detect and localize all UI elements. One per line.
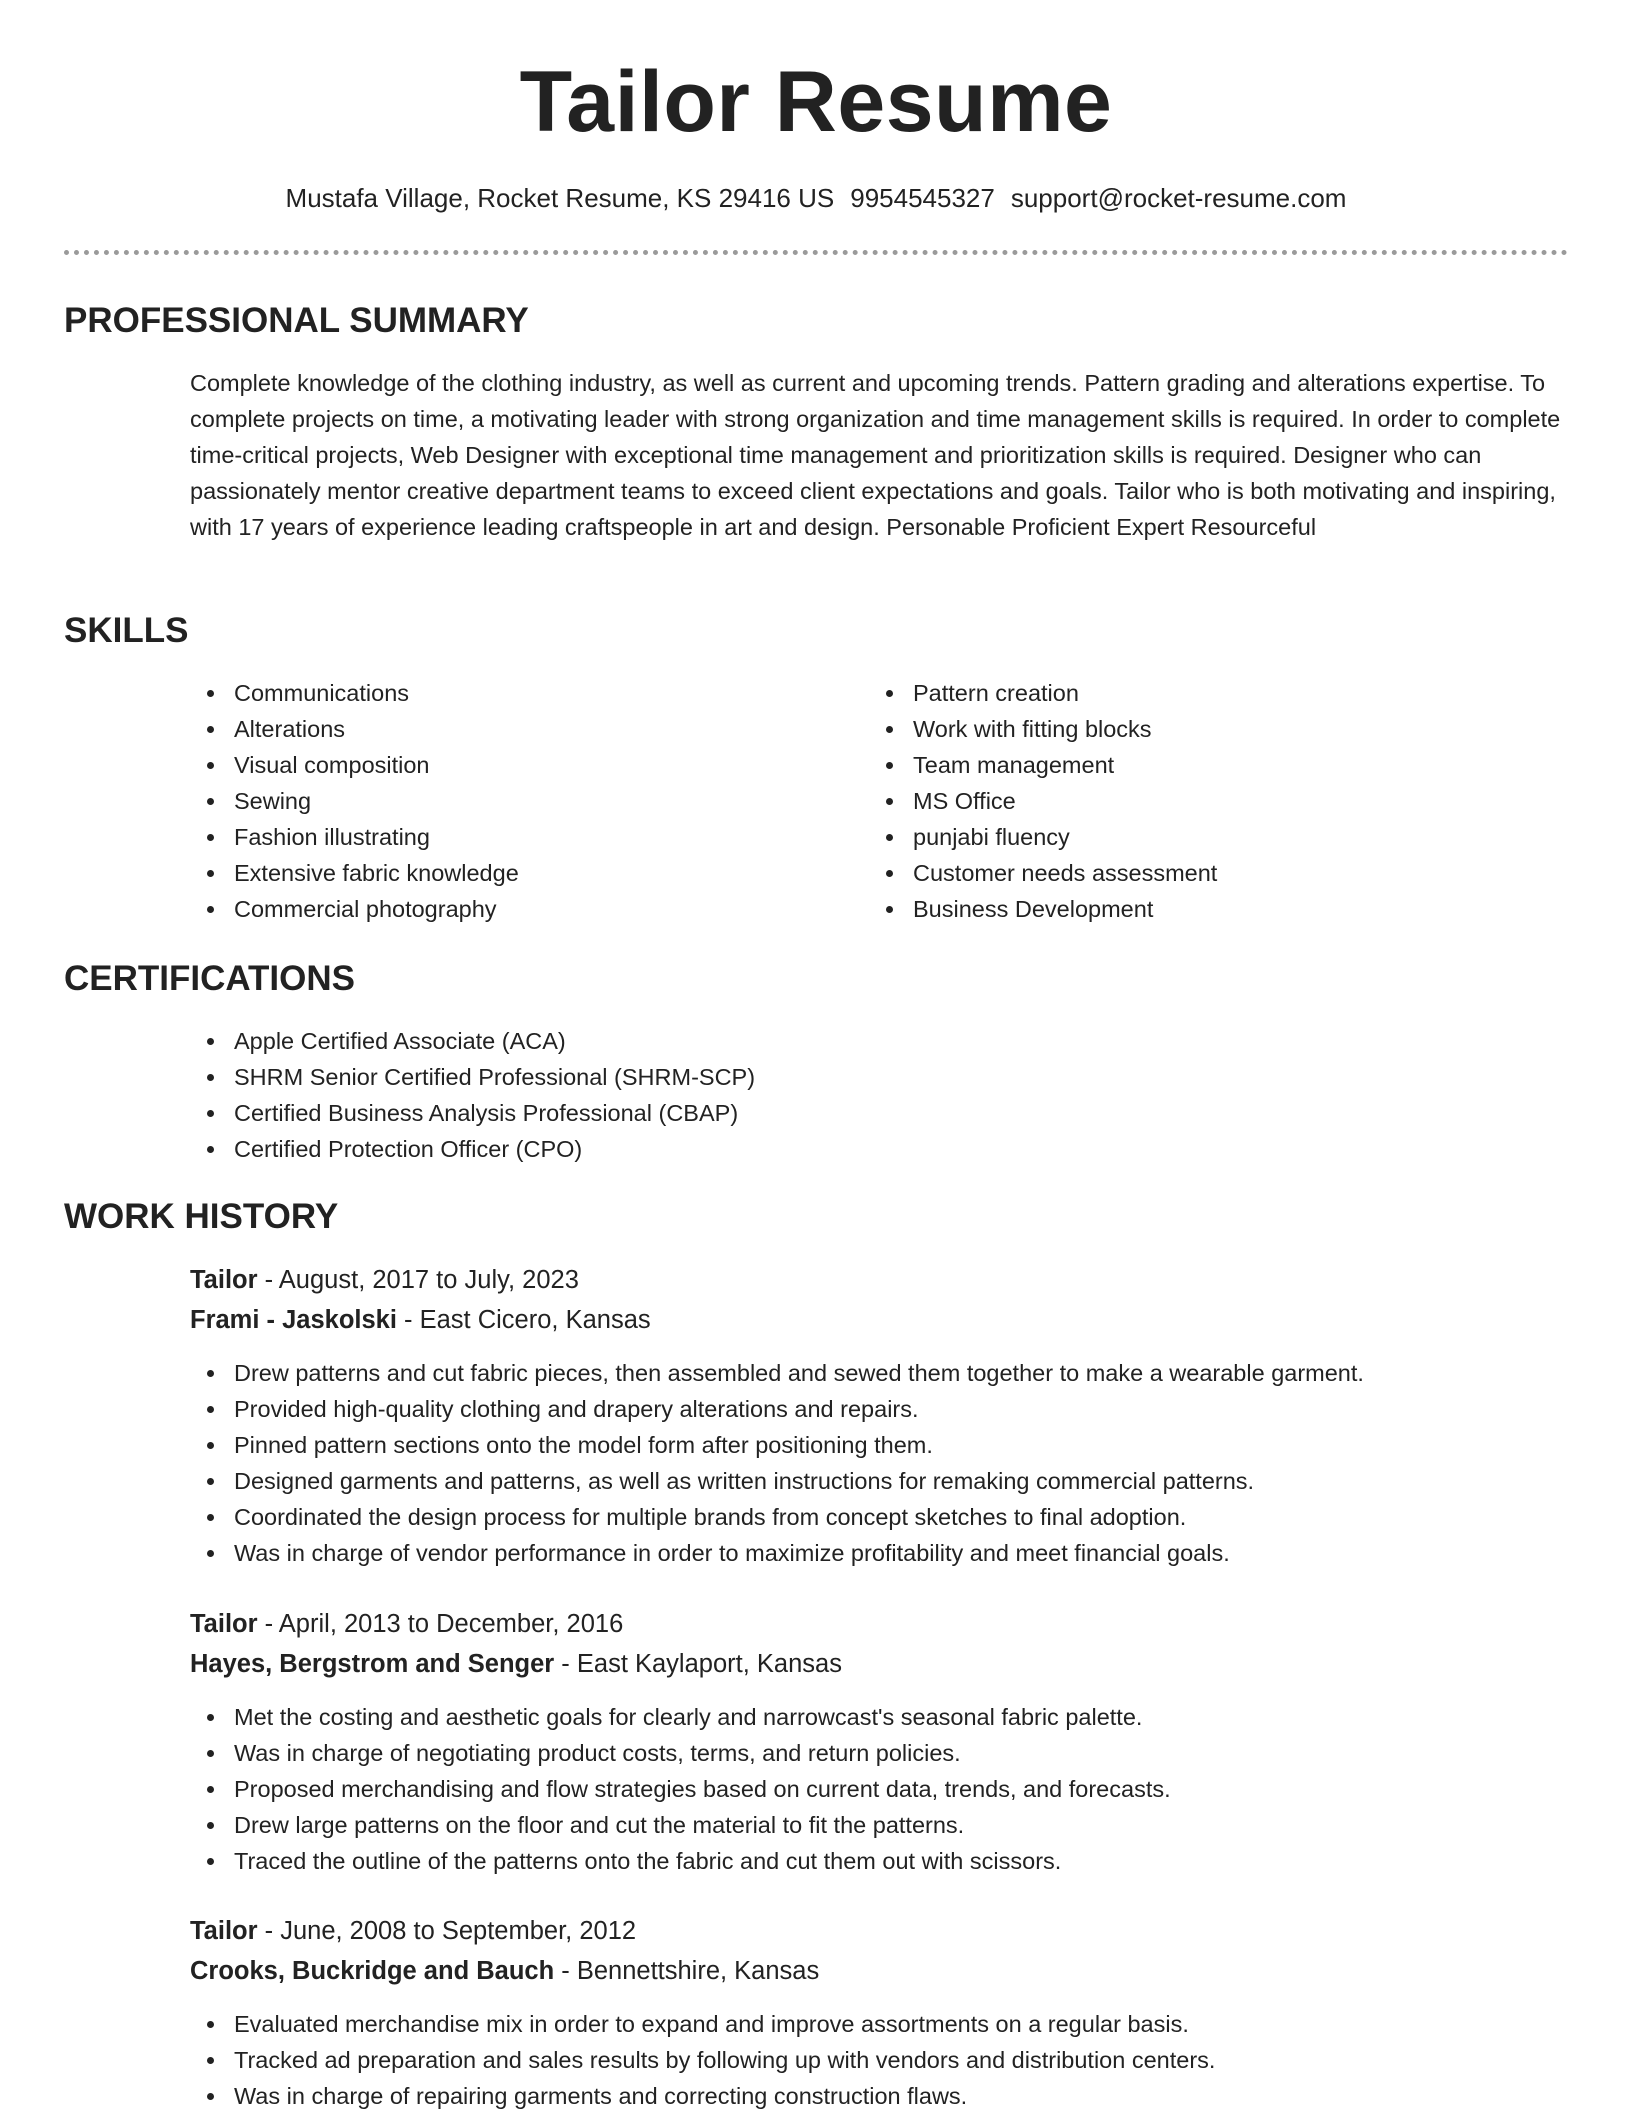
job-location: - Bennettshire, Kansas bbox=[554, 1957, 820, 1985]
summary-text: Complete knowledge of the clothing industry, as well as current and upcoming trends. Pattern grading and alterations expertise. To complete projects on time, a motivating leader with strong organization and time management skills is required. In order to complete time-critical projects, Web Designer with exceptional time management and prioritization skills is required. Designer who can passionately mentor creative department teams to exceed client expectations and goals. Tailor who is both motivating and inspiring, with 17 years of experience leading craftspeople in art and design. Personable Proficient Expert Resourceful bbox=[190, 370, 1561, 540]
skill-item: Team management bbox=[869, 747, 1509, 783]
skill-item: Extensive fabric knowledge bbox=[190, 855, 830, 891]
certification-item: Apple Certified Associate (ACA) bbox=[190, 1023, 1490, 1059]
skill-item: Work with fitting blocks bbox=[869, 711, 1509, 747]
job-bullet: Was in charge of repairing garments and correcting construction flaws. bbox=[190, 2078, 1550, 2114]
job-bullet: Proposed merchandising and flow strategies based on current data, trends, and forecasts. bbox=[190, 1771, 1550, 1807]
resume-title: Tailor Resume bbox=[519, 54, 1113, 150]
certification-item: Certified Business Analysis Professional (CBAP) bbox=[190, 1095, 1490, 1131]
job-dates: - August, 2017 to July, 2023 bbox=[257, 1266, 579, 1294]
skill-item: Business Development bbox=[869, 891, 1509, 927]
job-bullet: Provided high-quality clothing and drapery alterations and repairs. bbox=[190, 1391, 1550, 1427]
skills-heading: SKILLS bbox=[64, 611, 189, 650]
job-bullet: Was in charge of vendor performance in order to maximize profitability and meet financial goals. bbox=[190, 1535, 1550, 1571]
contact-phone: 9954545327 bbox=[850, 183, 995, 213]
certifications-heading: CERTIFICATIONS bbox=[64, 959, 356, 998]
skill-item: punjabi fluency bbox=[869, 819, 1509, 855]
job-bullets bbox=[190, 1699, 1550, 1879]
skill-item: Commercial photography bbox=[190, 891, 830, 927]
work-history-heading: WORK HISTORY bbox=[64, 1197, 339, 1236]
job-location: - East Kaylaport, Kansas bbox=[554, 1650, 842, 1678]
job-title-line bbox=[190, 1263, 579, 1297]
job-dates: - April, 2013 to December, 2016 bbox=[257, 1610, 624, 1638]
job-bullet: Drew patterns and cut fabric pieces, then assembled and sewed them together to make a wearable garment. bbox=[190, 1355, 1550, 1391]
job-title: Tailor bbox=[190, 1266, 258, 1294]
certification-item: Certified Protection Officer (CPO) bbox=[190, 1131, 1490, 1167]
job-title-line bbox=[190, 1914, 636, 1948]
job-bullet: Designed garments and patterns, as well as written instructions for remaking commercial patterns. bbox=[190, 1463, 1550, 1499]
skill-item: Fashion illustrating bbox=[190, 819, 830, 855]
job-bullet: Pinned pattern sections onto the model form after positioning them. bbox=[190, 1427, 1550, 1463]
contact-address: Mustafa Village, Rocket Resume, KS 29416 US bbox=[285, 183, 835, 213]
job-dates: - June, 2008 to September, 2012 bbox=[257, 1917, 637, 1945]
skill-item: Communications bbox=[190, 675, 830, 711]
job-bullet: Tracked ad preparation and sales results by following up with vendors and distribution centers. bbox=[190, 2042, 1550, 2078]
certifications-list bbox=[190, 1023, 1490, 1167]
header-divider bbox=[64, 250, 1568, 255]
job-company: Crooks, Buckridge and Bauch bbox=[190, 1957, 555, 1985]
job-bullet: Met the costing and aesthetic goals for clearly and narrowcast's seasonal fabric palette. bbox=[190, 1699, 1550, 1735]
contact-email: support@rocket-resume.com bbox=[1010, 183, 1347, 213]
job-bullet: Drew large patterns on the floor and cut the material to fit the patterns. bbox=[190, 1807, 1550, 1843]
skill-item: Alterations bbox=[190, 711, 830, 747]
job-title-line bbox=[190, 1607, 623, 1641]
contact-line bbox=[0, 181, 1632, 215]
skill-item: Pattern creation bbox=[869, 675, 1509, 711]
skills-list-left bbox=[190, 675, 830, 927]
job-bullets bbox=[190, 2006, 1550, 2114]
skill-item: Sewing bbox=[190, 783, 830, 819]
skills-list-right bbox=[869, 675, 1509, 927]
job-company-line bbox=[190, 1647, 842, 1681]
certification-item: SHRM Senior Certified Professional (SHRM-SCP) bbox=[190, 1059, 1490, 1095]
job-location: - East Cicero, Kansas bbox=[396, 1306, 651, 1334]
job-title: Tailor bbox=[190, 1610, 258, 1638]
job-bullets bbox=[190, 1355, 1550, 1571]
skill-item: Visual composition bbox=[190, 747, 830, 783]
job-company: Frami - Jaskolski bbox=[190, 1306, 397, 1334]
skill-item: MS Office bbox=[869, 783, 1509, 819]
skill-item: Customer needs assessment bbox=[869, 855, 1509, 891]
job-bullet: Coordinated the design process for multiple brands from concept sketches to final adoption. bbox=[190, 1499, 1550, 1535]
job-bullet: Traced the outline of the patterns onto the fabric and cut them out with scissors. bbox=[190, 1843, 1550, 1879]
job-bullet: Was in charge of negotiating product costs, terms, and return policies. bbox=[190, 1735, 1550, 1771]
job-title: Tailor bbox=[190, 1917, 258, 1945]
job-company: Hayes, Bergstrom and Senger bbox=[190, 1650, 555, 1678]
job-company-line bbox=[190, 1303, 651, 1337]
job-company-line bbox=[190, 1954, 819, 1988]
summary-heading: PROFESSIONAL SUMMARY bbox=[64, 301, 529, 340]
job-bullet: Evaluated merchandise mix in order to expand and improve assortments on a regular basis. bbox=[190, 2006, 1550, 2042]
